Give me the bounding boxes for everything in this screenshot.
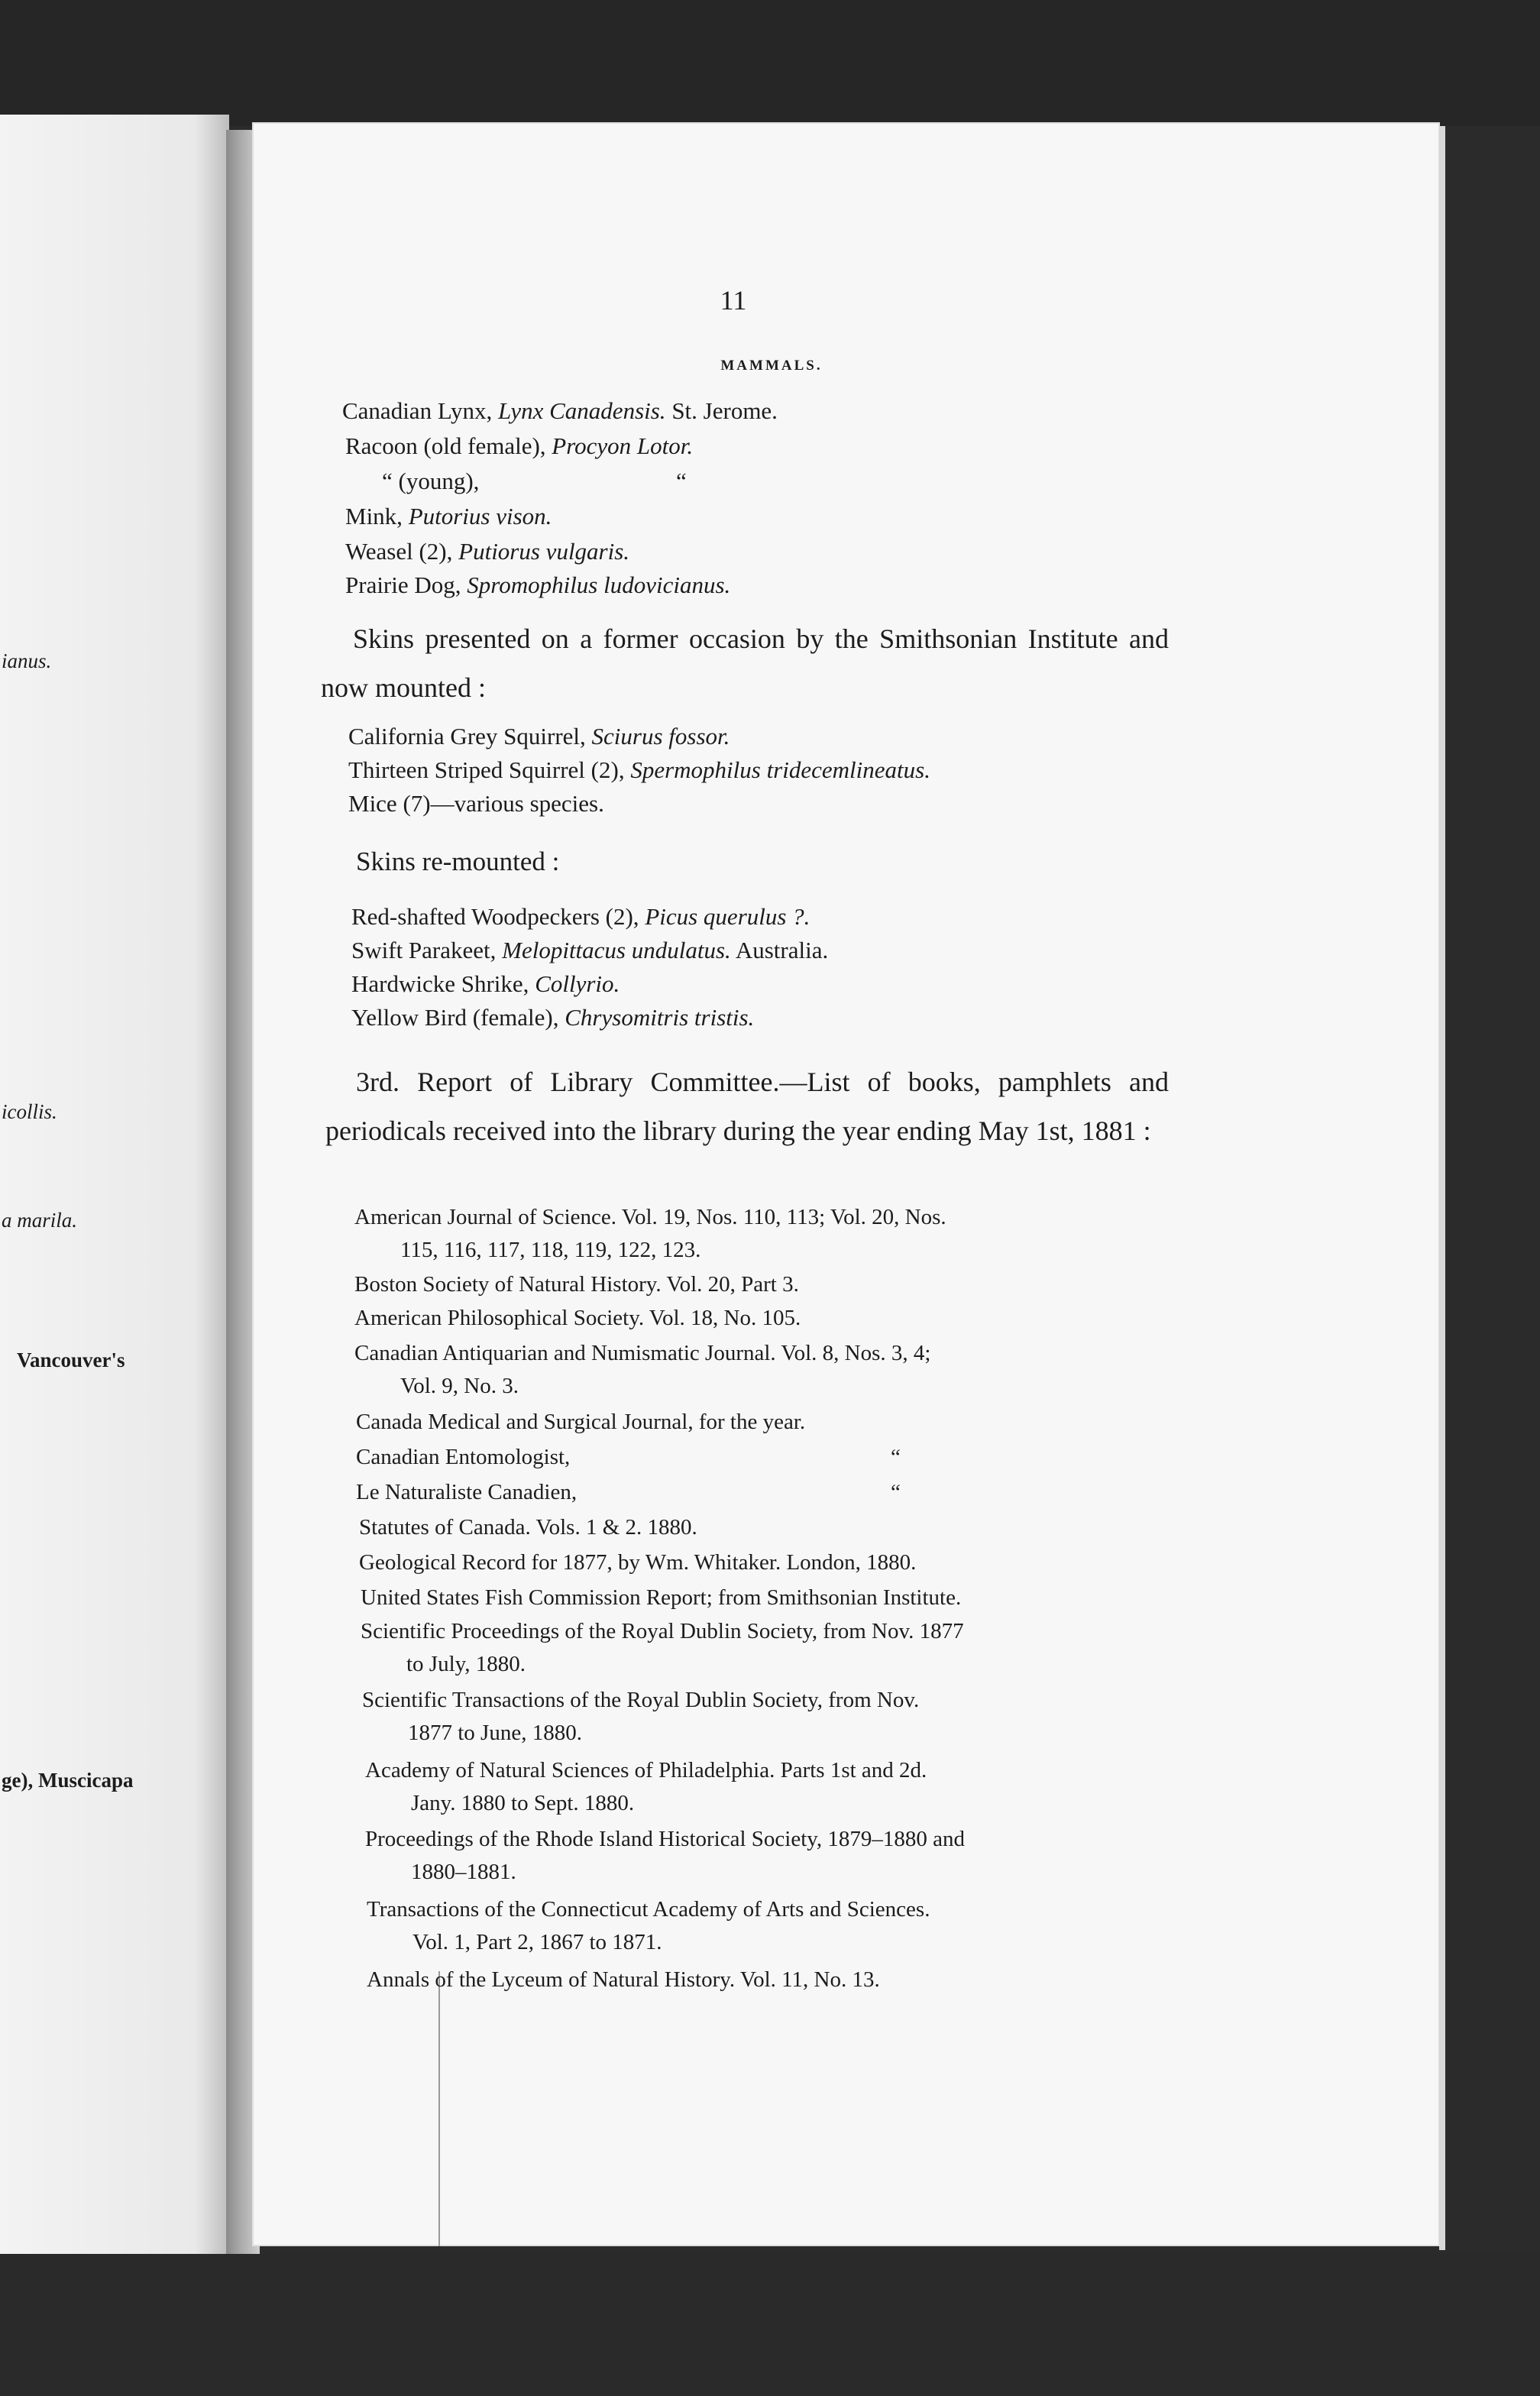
ditto-mark: “ [891,1480,901,1504]
library-item-text: Boston Society of Natural History. Vol. 20, Part 3. [354,1272,799,1297]
library-item [361,1582,1178,1614]
smithsonian-intro: Skins presented on a former occasion by the Smithsonian Institute and now mounted : [321,623,1169,703]
library-item [365,1823,1182,1889]
library-item-text: Scientific Proceedings of the Royal Dublin Society, from Nov. 1877 [361,1619,964,1643]
section-heading: MAMMALS. [720,358,823,374]
latin-name: Chrysomitris tristis. [565,1004,755,1031]
smithsonian-item [348,755,930,785]
latin-name: Putorius vison. [408,503,552,529]
latin-name: Melopittacus undulatus. [502,937,731,963]
ditto-mark: “ [676,468,687,494]
scan-background-bottom [0,2254,1540,2396]
scan-background-top [0,0,1540,126]
latin-name: Spermophilus tridecemlineatus. [630,756,930,783]
library-item-text: Academy of Natural Sciences of Philadelphia. Parts 1st and 2d. [365,1758,927,1782]
entry-note: St. Jerome. [665,397,778,424]
entry-note: Australia. [730,937,829,963]
library-item [361,1615,1178,1681]
library-item [365,1754,1182,1820]
mammal-entry [345,501,552,532]
mammal-entry [345,431,693,461]
common-name: Mink, [345,503,409,529]
library-item-text: Canada Medical and Surgical Journal, for the year. [356,1410,806,1434]
library-item-text: Scientific Transactions of the Royal Dublin Society, from Nov. [362,1688,920,1712]
library-item [362,1684,1179,1750]
common-name: Prairie Dog, [345,571,467,598]
latin-name: Putiorus vulgaris. [458,538,630,565]
left-fragment: ianus. [2,649,52,672]
latin-name: Collyrio. [535,970,620,997]
left-fragment: a marila. [2,1209,78,1232]
library-item [354,1302,1172,1335]
library-item-text: Canadian Entomologist, [356,1445,571,1469]
library-item-text: Transactions of the Connecticut Academy of Arts and Sciences. [367,1897,930,1922]
mammal-entry [382,466,479,497]
common-name: Red-shafted Woodpeckers (2), [351,903,645,930]
library-item-text: United States Fish Commission Report; from Smithsonian Institute. [361,1585,962,1610]
common-name: Weasel (2), [345,538,459,565]
library-intro: 3rd. Report of Library Committee.—List of books, pamphlets and periodicals received into the library during the year ending May 1st, 1881 : [325,1067,1169,1146]
library-item-continuation: 1877 to June, 1880. [408,1721,582,1745]
smithsonian-item [348,788,604,819]
library-item [354,1337,1172,1403]
latin-name: Sciurus fossor. [591,723,730,750]
common-name: Yellow Bird (female), [351,1004,565,1031]
latin-name: Spromophilus ludovicianus. [467,571,731,598]
library-item [356,1476,1173,1509]
common-name: Thirteen Striped Squirrel (2), [348,756,631,783]
library-item [359,1511,1176,1544]
left-fragment: icollis. [2,1100,57,1123]
page-edge [1439,126,1445,2250]
library-item [356,1441,1173,1474]
left-fragment: ge), Muscicapa [2,1769,134,1792]
mammal-entry [342,396,778,426]
page-number: 11 [720,285,747,316]
library-item-continuation: Jany. 1880 to Sept. 1880. [411,1791,635,1815]
latin-name: Lynx Canadensis. [498,397,666,424]
library-item-continuation: 115, 116, 117, 118, 119, 122, 123. [400,1238,701,1262]
remounted-item [351,935,828,966]
library-item-text: Le Naturaliste Canadien, [356,1480,578,1504]
library-item [367,1964,1184,1996]
remounted-item [351,1002,754,1033]
library-item-text: Geological Record for 1877, by Wm. Whitaker. London, 1880. [359,1550,917,1575]
library-item-continuation: to July, 1880. [406,1652,526,1676]
common-name: Racoon (old female), [345,432,552,459]
library-item-continuation: Vol. 9, No. 3. [400,1374,519,1398]
smithsonian-item [348,721,730,752]
library-item [356,1406,1173,1439]
library-item [367,1893,1184,1959]
library-item-continuation: Vol. 1, Part 2, 1867 to 1871. [412,1930,662,1954]
library-item-text: Canadian Antiquarian and Numismatic Journal. Vol. 8, Nos. 3, 4; [354,1341,931,1365]
remounted-item [351,902,810,932]
library-item-text: American Philosophical Society. Vol. 18, No. 105. [354,1306,801,1330]
library-item-continuation: 1880–1881. [411,1860,516,1884]
mammal-entry [345,536,629,567]
common-name: Canadian Lynx, [342,397,499,424]
library-item [354,1268,1172,1301]
library-item-text: Annals of the Lyceum of Natural History. Vol. 11, No. 13. [367,1967,880,1992]
library-item [354,1201,1172,1267]
left-facing-page [0,115,229,2254]
mammal-entry [345,570,730,601]
common-name: Hardwicke Shrike, [351,970,535,997]
library-item-text: American Journal of Science. Vol. 19, Nos. 110, 113; Vol. 20, Nos. [354,1205,946,1229]
common-name: California Grey Squirrel, [348,723,592,750]
library-item-text: Statutes of Canada. Vols. 1 & 2. 1880. [359,1515,697,1540]
left-fragment: Vancouver's [17,1349,125,1371]
latin-name: Procyon Lotor. [552,432,694,459]
library-item [359,1546,1176,1579]
common-name: “ (young), [382,468,480,494]
library-item-text: Proceedings of the Rhode Island Historical Society, 1879–1880 and [365,1827,965,1851]
remounted-item [351,969,620,999]
latin-name: Picus querulus ?. [645,903,810,930]
fold-line [438,1971,440,2246]
common-name: Mice (7)—various species. [348,790,604,817]
common-name: Swift Parakeet, [351,937,503,963]
ditto-mark: “ [891,1445,901,1469]
remounted-intro: Skins re-mounted : [356,847,560,876]
